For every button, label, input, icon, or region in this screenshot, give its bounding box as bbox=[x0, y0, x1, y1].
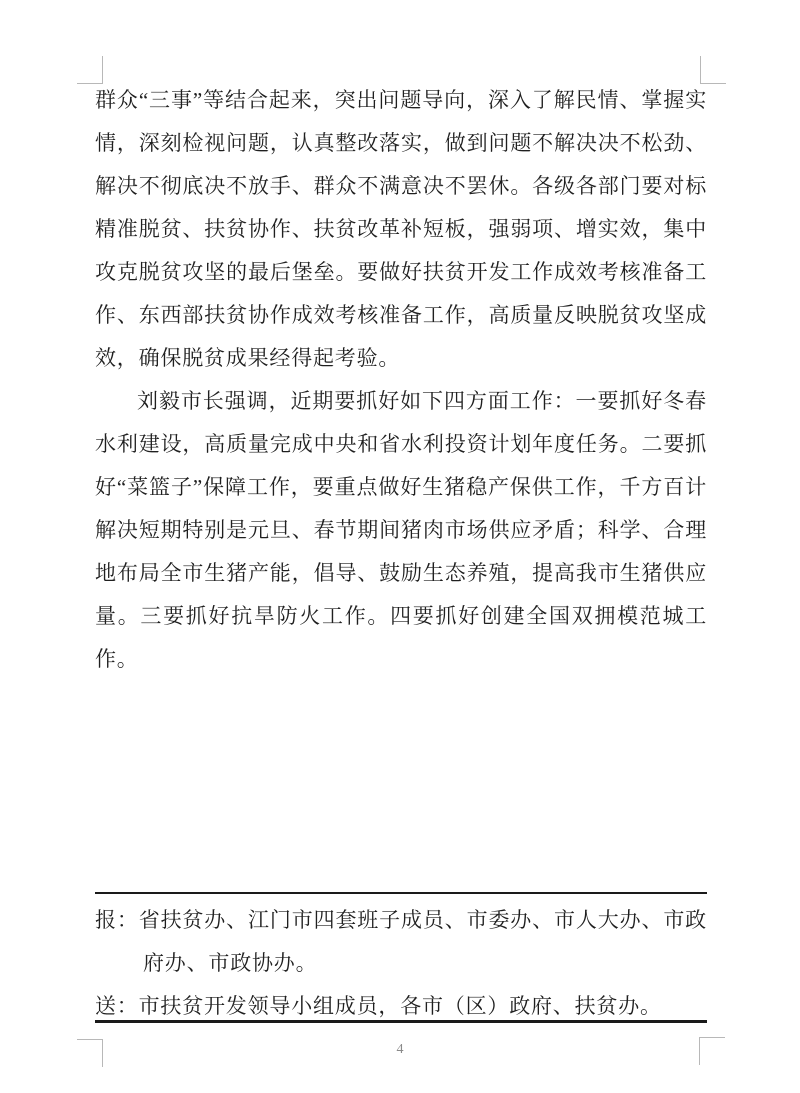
report-to-text: 省扶贫办、江门市四套班子成员、市委办、市人大办、市政府办、市政协办。 bbox=[138, 908, 707, 975]
document-body bbox=[95, 79, 707, 681]
footer-divider-top bbox=[95, 892, 707, 894]
send-to-label: 送： bbox=[95, 994, 139, 1018]
report-to-label: 报： bbox=[95, 908, 139, 932]
report-to-entry bbox=[95, 899, 707, 985]
page-number: 4 bbox=[396, 1042, 404, 1057]
send-to-text: 市扶贫开发领导小组成员，各市（区）政府、扶贫办。 bbox=[138, 994, 662, 1018]
footer-divider-bottom bbox=[95, 1020, 707, 1023]
body-paragraph: 刘毅市长强调，近期要抓好如下四方面工作：一要抓好冬春水利建设，高质量完成中央和省水利投资计划年度任务。二要抓好“菜篮子”保障工作，要重点做好生猪稳产保供工作，千方百计解决短期特别是元旦、春节期间猪肉市场供应矛盾；科学、合理地布局全市生猪产能，倡导、鼓励生态养殖，提高我市生猪供应量。三要抓好抗旱防火工作。四要抓好创建全国双拥模范城工作。 bbox=[95, 389, 707, 671]
distribution-block bbox=[95, 899, 707, 1028]
body-paragraph: 群众“三事”等结合起来，突出问题导向，深入了解民情、掌握实情，深刻检视问题，认真整改落实，做到问题不解决决不松劲、解决不彻底决不放手、群众不满意决不罢休。各级各部门要对标精准脱贫、扶贫协作、扶贫改革补短板，强弱项、增实效，集中攻克脱贫攻坚的最后堡垒。要做好扶贫开发工作成效考核准备工作、东西部扶贫协作成效考核准备工作，高质量反映脱贫攻坚成效，确保脱贫成果经得起考验。 bbox=[95, 88, 707, 370]
